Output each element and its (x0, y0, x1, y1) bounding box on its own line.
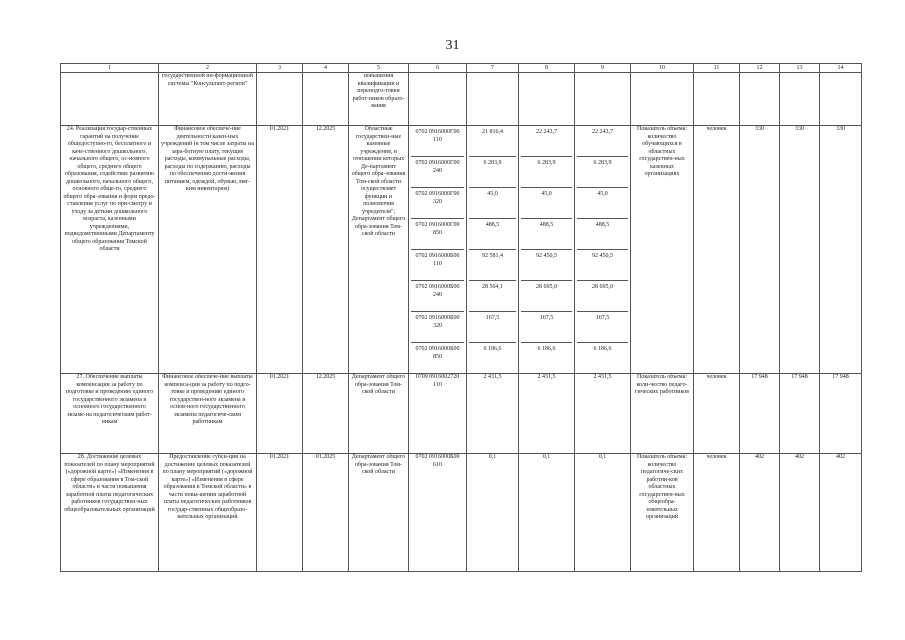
program-activities-table (60, 63, 862, 572)
value-cell: 330 (820, 126, 862, 374)
amount: 22 243,7 (577, 126, 628, 157)
amount: 92 581,4 (469, 250, 516, 281)
activity-cell: 27. Обеспечение выплаты компенсации за работу по подготовке и проведению единого государственного экзамена в основного государственного экзаме-на педагогическим работ-никам (61, 374, 159, 454)
executor-cell: Департамент общего обра-зования Том-ской области (349, 454, 409, 572)
indicator-cell: Показатель объема: коли-чество педаго-гических работников (631, 374, 694, 454)
page-number: 31 (445, 38, 460, 53)
amount-2022-cell: 0,1 (519, 454, 575, 572)
value-cell: 17 948 (820, 374, 862, 454)
amount: 6 186,6 (593, 346, 612, 352)
executor-cell: Департамент общего обра-зования Том-ской области (349, 374, 409, 454)
column-number-row (61, 64, 862, 73)
column-header: 5 (349, 64, 409, 73)
budget-code-cell (409, 126, 467, 374)
budget-code-cell: 0709 0916002720 110 (409, 374, 467, 454)
executor-cell: Областные государствен-ные казенные учреждения, в отношении которых Де-партамент общего обра-зования Том-ской области осуществляет функции и полномочия учредителя"; Департамент общего обра-зования Том-ской области (349, 126, 409, 374)
activity-cell: 28. Достижение целевых показателей по плану мероприятий («дорожной карте») «Изменения в сфере образования в Том-ской области» в части повышения заработной платы педагогических работников государствен-ных общеобразовательных организаций (61, 454, 159, 572)
amount: 6 186,6 (537, 346, 556, 352)
amount-2021-cell (467, 126, 519, 374)
amount: 28 695,0 (521, 281, 572, 312)
table-row (61, 73, 862, 126)
amount: 22 243,7 (521, 126, 572, 157)
amount: 488,5 (577, 219, 628, 250)
unit-cell: человек (694, 454, 740, 572)
amount: 21 816,4 (469, 126, 516, 157)
amount: 92 450,5 (577, 250, 628, 281)
indicator-cell: Показатель объема: количество педагогиче-ских работни-ков областных государствен-ных общеобра-зовательных организаций (631, 454, 694, 572)
value-cell: 402 (780, 454, 820, 572)
amount: 167,5 (521, 312, 572, 343)
amount: 45,0 (469, 188, 516, 219)
activity-cell: 24. Реализация государ-ственных гарантий на получение общедоступно-го, бесплатного и каче-ственного дошкольного, начального общего, ос-новного общего, среднего общего образования, содействие развитию дошкольного, начального общего, основного обще-го, среднего общего обра-зования и форм предо-ставления услуг по при-смотру и уходу за детьми дошкольного возраста, казенными учреждениями, подведомственными Департаменту общего образования Томской области (61, 126, 159, 374)
budget-code-cell: 0702 0916000Б00 610 (409, 454, 467, 572)
column-header: 13 (780, 64, 820, 73)
column-header: 8 (519, 64, 575, 73)
amount-2022-cell (519, 126, 575, 374)
end-date-cell: 12.2025 (303, 126, 349, 374)
end-date-cell: 12.2025 (303, 374, 349, 454)
column-header: 3 (257, 64, 303, 73)
amount-2023-cell: 2 431,5 (575, 374, 631, 454)
column-header: 1 (61, 64, 159, 73)
table-row (61, 126, 862, 374)
amount: 488,5 (521, 219, 572, 250)
funding-description-cell: Финансовое обеспече-ние выплаты компенса-ции за работу по подго-товке и проведению единого государствен-ного экзамена и основ-ного государственного экзамена педагогиче-ским работникам (159, 374, 257, 454)
column-header: 6 (409, 64, 467, 73)
amount: 45,0 (577, 188, 628, 219)
budget-code: 0702 0916000Г00 850 (411, 219, 464, 250)
amount: 28 564,1 (469, 281, 516, 312)
unit-cell: человек (694, 374, 740, 454)
amount: 6 283,9 (577, 157, 628, 188)
value-cell: 330 (740, 126, 780, 374)
amount-2023-cell (575, 126, 631, 374)
amount: 45,0 (521, 188, 572, 219)
budget-code: 0702 0916000Г00 320 (411, 188, 464, 219)
start-date-cell: 01.2021 (257, 374, 303, 454)
table-row (61, 374, 862, 454)
funding-description-cell: государственной ин-формационной системы "Консультант-регион" (159, 73, 257, 126)
amount-2022-cell: 2 431,5 (519, 374, 575, 454)
table-row (61, 454, 862, 572)
start-date-cell: 01.2021 (257, 126, 303, 374)
executor-cell: повышения квалификации и переподго-товки работ-ников образо-вания (349, 73, 409, 126)
amount-2021-cell: 0,1 (467, 454, 519, 572)
amount: 167,5 (577, 312, 628, 343)
column-header: 10 (631, 64, 694, 73)
amount: 6 283,9 (469, 157, 516, 188)
amount-2023-cell: 0,1 (575, 454, 631, 572)
column-header: 7 (467, 64, 519, 73)
column-header: 2 (159, 64, 257, 73)
amount: 167,5 (469, 312, 516, 343)
value-cell: 17 948 (780, 374, 820, 454)
budget-code: 0702 0916000Б00 110 (411, 250, 464, 281)
budget-code: 0702 0916000Г00 240 (411, 157, 464, 188)
amount-2021-cell: 2 431,5 (467, 374, 519, 454)
column-header: 14 (820, 64, 862, 73)
funding-description-cell: Предоставление субси-ции на достижение целевых показателей по плану мероприятий («дорожной карте») «Изменения в сфере образования в Томской области» в части повы-шения заработной платы педагогических работников государ-ственных общеобразо-вательных организаций (159, 454, 257, 572)
amount: 92 450,5 (521, 250, 572, 281)
start-date-cell: 01.2021 (257, 454, 303, 572)
value-cell: 402 (820, 454, 862, 572)
budget-code: 0702 0916000Б00 320 (411, 312, 464, 343)
value-cell: 330 (780, 126, 820, 374)
column-header: 4 (303, 64, 349, 73)
amount: 488,5 (469, 219, 516, 250)
end-date-cell: 01.2025 (303, 454, 349, 572)
indicator-cell: Показатель объема: количество обучающихся в областных государствен-ных казенных организациях (631, 126, 694, 374)
budget-code: 0702 0916000Б00 850 (415, 346, 460, 360)
value-cell: 17 948 (740, 374, 780, 454)
unit-cell: человек (694, 126, 740, 374)
budget-code: 0702 0916000Г00 110 (411, 126, 464, 157)
amount: 6 186,6 (483, 346, 502, 352)
amount: 28 695,0 (577, 281, 628, 312)
column-header: 9 (575, 64, 631, 73)
budget-code: 0702 0916000Б00 240 (411, 281, 464, 312)
column-header: 12 (740, 64, 780, 73)
funding-description-cell: Финансовое обеспече-ние деятельности казен-ных учреждений (в том числе затраты на зара-ботную плату, текущие расходы, коммунальные расходы, расходы по содержанию, расходы по обеспечению дости-жения питанием, одеждой, обувью, мяг-ким инвентарем) (159, 126, 257, 374)
value-cell: 402 (740, 454, 780, 572)
amount: 6 283,9 (521, 157, 572, 188)
column-header: 11 (694, 64, 740, 73)
